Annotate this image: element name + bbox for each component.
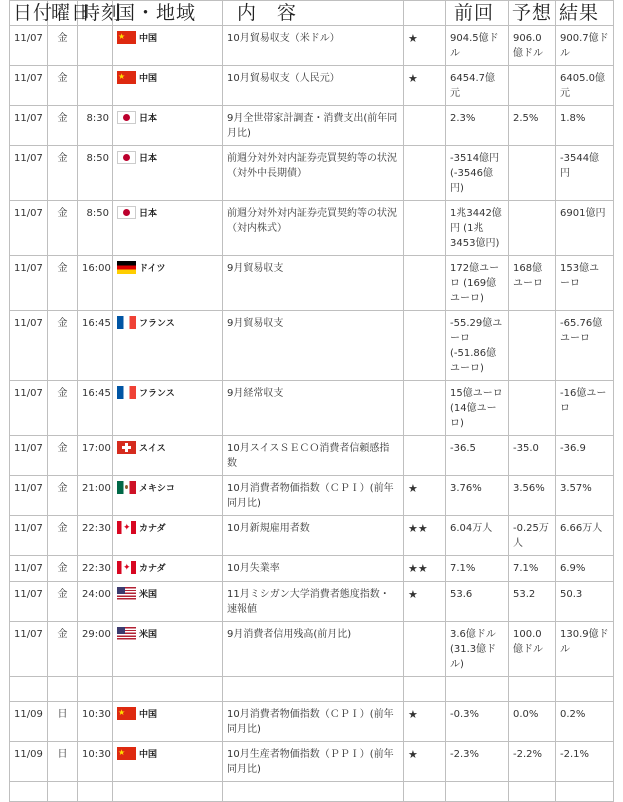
cell-importance: ★ [404,742,446,782]
cell-previous [446,677,509,702]
cell-weekday: 金 [48,26,78,66]
header-importance [404,1,446,26]
cell-time: 10:30 [78,742,113,782]
cell-result: 6901億円 [556,201,614,256]
cell-forecast [509,381,556,436]
cell-time [78,26,113,66]
cell-previous: 1兆3442億円 (1兆3453億円) [446,201,509,256]
flag-fr-icon [117,386,136,399]
cell-weekday: 金 [48,106,78,146]
cell-previous: -0.3% [446,702,509,742]
cell-previous [446,782,509,802]
cell-country [113,436,223,476]
table-row [10,146,614,201]
cell-importance: ★ [404,702,446,742]
cell-country [113,476,223,516]
cell-forecast [509,782,556,802]
table-row [10,516,614,556]
table-row [10,436,614,476]
cell-time: 8:50 [78,146,113,201]
cell-time: 21:00 [78,476,113,516]
cell-country [113,146,223,201]
cell-importance [404,622,446,677]
cell-time [78,782,113,802]
table-row [10,311,614,381]
cell-result: 0.2% [556,702,614,742]
cell-date: 11/07 [10,26,48,66]
table-row [10,476,614,516]
cell-weekday: 金 [48,516,78,556]
cell-weekday: 金 [48,146,78,201]
cell-importance: ★★ [404,516,446,556]
table-row [10,582,614,622]
cell-result: -65.76億ユーロ [556,311,614,381]
cell-country [113,381,223,436]
cell-result: -16億ユーロ [556,381,614,436]
cell-country [113,556,223,582]
cell-weekday: 金 [48,582,78,622]
flag-ca-icon [117,521,136,534]
cell-previous: 3.76% [446,476,509,516]
cell-result: -2.1% [556,742,614,782]
cell-result: 6.66万人 [556,516,614,556]
cell-date: 11/07 [10,106,48,146]
cell-forecast: -35.0 [509,436,556,476]
cell-importance [404,436,446,476]
cell-weekday: 金 [48,436,78,476]
cell-previous: 172億ユーロ (169億ユーロ) [446,256,509,311]
cell-importance [404,106,446,146]
cell-country [113,66,223,106]
cell-date: 11/07 [10,201,48,256]
flag-fr-icon [117,316,136,329]
flag-ch-icon [117,441,136,454]
cell-importance: ★ [404,66,446,106]
cell-previous: 6.04万人 [446,516,509,556]
cell-weekday: 金 [48,381,78,436]
cell-content: 9月貿易収支 [223,256,404,311]
cell-date: 11/07 [10,436,48,476]
country-name: 日本 [139,209,158,219]
cell-date: 11/07 [10,66,48,106]
cell-importance: ★ [404,26,446,66]
cell-content: 10月貿易収支（米ドル） [223,26,404,66]
cell-result [556,782,614,802]
cell-country [113,311,223,381]
table-row [10,677,614,702]
cell-content: 10月貿易収支（人民元） [223,66,404,106]
cell-date: 11/07 [10,622,48,677]
cell-result [556,677,614,702]
cell-importance: ★ [404,582,446,622]
cell-content: 前週分対外対内証券売買契約等の状況（対外中長期債） [223,146,404,201]
cell-time: 22:30 [78,516,113,556]
cell-date: 11/07 [10,556,48,582]
flag-cn-icon [117,747,136,760]
cell-result: 6.9% [556,556,614,582]
cell-country [113,677,223,702]
cell-previous: -2.3% [446,742,509,782]
cell-result: -3544億円 [556,146,614,201]
country-name: ドイツ [139,264,166,274]
cell-country [113,582,223,622]
cell-country [113,702,223,742]
cell-content [223,782,404,802]
table-row [10,201,614,256]
cell-forecast: 53.2 [509,582,556,622]
cell-forecast: 0.0% [509,702,556,742]
cell-forecast: -0.25万人 [509,516,556,556]
country-name: スイス [139,444,166,454]
cell-content: 9月消費者信用残高(前月比) [223,622,404,677]
cell-importance [404,256,446,311]
cell-date [10,782,48,802]
cell-result: 3.57% [556,476,614,516]
economic-calendar-table [9,0,614,802]
country-name: フランス [139,389,175,399]
cell-content: 前週分対外対内証券売買契約等の状況（対内株式） [223,201,404,256]
flag-cn-icon [117,31,136,44]
cell-date: 11/07 [10,381,48,436]
header-country: 国・地域 [113,1,223,26]
cell-content: 10月スイスＳＥＣＯ消費者信頼感指数 [223,436,404,476]
cell-result: 50.3 [556,582,614,622]
cell-date: 11/07 [10,516,48,556]
cell-content: 10月生産者物価指数（ＰＰＩ）(前年同月比) [223,742,404,782]
country-name: カナダ [139,524,166,534]
cell-result: -36.9 [556,436,614,476]
cell-time: 16:00 [78,256,113,311]
cell-date: 11/09 [10,702,48,742]
cell-weekday: 金 [48,66,78,106]
country-name: フランス [139,319,175,329]
cell-time: 17:00 [78,436,113,476]
flag-ca-icon [117,561,136,574]
cell-content: 10月消費者物価指数（ＣＰＩ）(前年同月比) [223,476,404,516]
cell-previous: -3514億円 (-3546億円) [446,146,509,201]
cell-previous: 904.5億ドル [446,26,509,66]
cell-forecast [509,66,556,106]
country-name: カナダ [139,564,166,574]
table-row [10,106,614,146]
cell-content: 9月全世帯家計調査・消費支出(前年同月比) [223,106,404,146]
cell-forecast: -2.2% [509,742,556,782]
cell-weekday: 金 [48,556,78,582]
cell-content: 9月経常収支 [223,381,404,436]
cell-forecast: 2.5% [509,106,556,146]
cell-time [78,677,113,702]
country-name: 米国 [139,630,158,640]
cell-forecast [509,146,556,201]
flag-jp-icon [117,111,136,124]
cell-result: 153億ユーロ [556,256,614,311]
cell-result: 1.8% [556,106,614,146]
cell-time: 29:00 [78,622,113,677]
cell-importance [404,677,446,702]
cell-time: 22:30 [78,556,113,582]
country-name: 中国 [139,750,158,760]
cell-forecast: 100.0億ドル [509,622,556,677]
cell-date: 11/09 [10,742,48,782]
country-name: 米国 [139,590,158,600]
cell-forecast: 168億ユーロ [509,256,556,311]
cell-weekday: 金 [48,622,78,677]
header-weekday: 曜日 [48,1,78,26]
cell-weekday: 金 [48,256,78,311]
cell-weekday: 金 [48,476,78,516]
cell-result: 900.7億ドル [556,26,614,66]
cell-forecast [509,677,556,702]
table-row [10,66,614,106]
header-date: 日付 [10,1,48,26]
cell-date: 11/07 [10,256,48,311]
country-name: 中国 [139,74,158,84]
table-row [10,381,614,436]
cell-date: 11/07 [10,311,48,381]
cell-time: 8:50 [78,201,113,256]
table-row [10,622,614,677]
cell-time: 10:30 [78,702,113,742]
cell-importance [404,782,446,802]
cell-country [113,256,223,311]
flag-cn-icon [117,71,136,84]
cell-previous: 6454.7億元 [446,66,509,106]
table-row [10,702,614,742]
flag-jp-icon [117,206,136,219]
flag-us-icon [117,587,136,600]
cell-time: 24:00 [78,582,113,622]
cell-previous: -55.29億ユーロ (-51.86億ユーロ) [446,311,509,381]
cell-weekday [48,782,78,802]
cell-importance [404,146,446,201]
cell-importance: ★★ [404,556,446,582]
cell-country [113,782,223,802]
cell-previous: 53.6 [446,582,509,622]
cell-time: 8:30 [78,106,113,146]
cell-time [78,66,113,106]
cell-country [113,26,223,66]
cell-importance [404,381,446,436]
header-row [10,1,614,26]
cell-forecast: 3.56% [509,476,556,516]
cell-date: 11/07 [10,582,48,622]
cell-time: 16:45 [78,311,113,381]
cell-result: 130.9億ドル [556,622,614,677]
cell-country [113,622,223,677]
cell-time: 16:45 [78,381,113,436]
table-row [10,782,614,802]
cell-date: 11/07 [10,476,48,516]
cell-date: 11/07 [10,146,48,201]
country-name: 日本 [139,154,158,164]
cell-content: 9月貿易収支 [223,311,404,381]
cell-forecast: 906.0億ドル [509,26,556,66]
header-previous: 前回 [446,1,509,26]
table-row [10,742,614,782]
header-result: 結果 [556,1,614,26]
cell-content: 11月ミシガン大学消費者態度指数・速報値 [223,582,404,622]
table-row [10,26,614,66]
cell-content [223,677,404,702]
cell-weekday: 日 [48,742,78,782]
header-content: 内 容 [223,1,404,26]
cell-importance [404,311,446,381]
country-name: 中国 [139,34,158,44]
cell-weekday: 金 [48,201,78,256]
cell-weekday: 金 [48,311,78,381]
flag-cn-icon [117,707,136,720]
cell-importance: ★ [404,476,446,516]
cell-forecast [509,311,556,381]
table-row [10,256,614,311]
flag-mx-icon [117,481,136,494]
cell-date [10,677,48,702]
cell-country [113,742,223,782]
cell-previous: 7.1% [446,556,509,582]
cell-country [113,201,223,256]
country-name: 日本 [139,114,158,124]
cell-previous: 15億ユーロ (14億ユーロ) [446,381,509,436]
cell-weekday [48,677,78,702]
cell-previous: -36.5 [446,436,509,476]
flag-de-icon [117,261,136,274]
flag-us-icon [117,627,136,640]
country-name: メキシコ [139,484,175,494]
cell-weekday: 日 [48,702,78,742]
cell-previous: 3.6億ドル (31.3億ドル) [446,622,509,677]
cell-importance [404,201,446,256]
header-time: 時刻 [78,1,113,26]
country-name: 中国 [139,710,158,720]
cell-content: 10月消費者物価指数（ＣＰＩ）(前年同月比) [223,702,404,742]
table-row [10,556,614,582]
cell-country [113,516,223,556]
cell-previous: 2.3% [446,106,509,146]
cell-content: 10月新規雇用者数 [223,516,404,556]
cell-country [113,106,223,146]
cell-forecast [509,201,556,256]
flag-jp-icon [117,151,136,164]
cell-content: 10月失業率 [223,556,404,582]
cell-forecast: 7.1% [509,556,556,582]
header-forecast: 予想 [509,1,556,26]
cell-result: 6405.0億元 [556,66,614,106]
